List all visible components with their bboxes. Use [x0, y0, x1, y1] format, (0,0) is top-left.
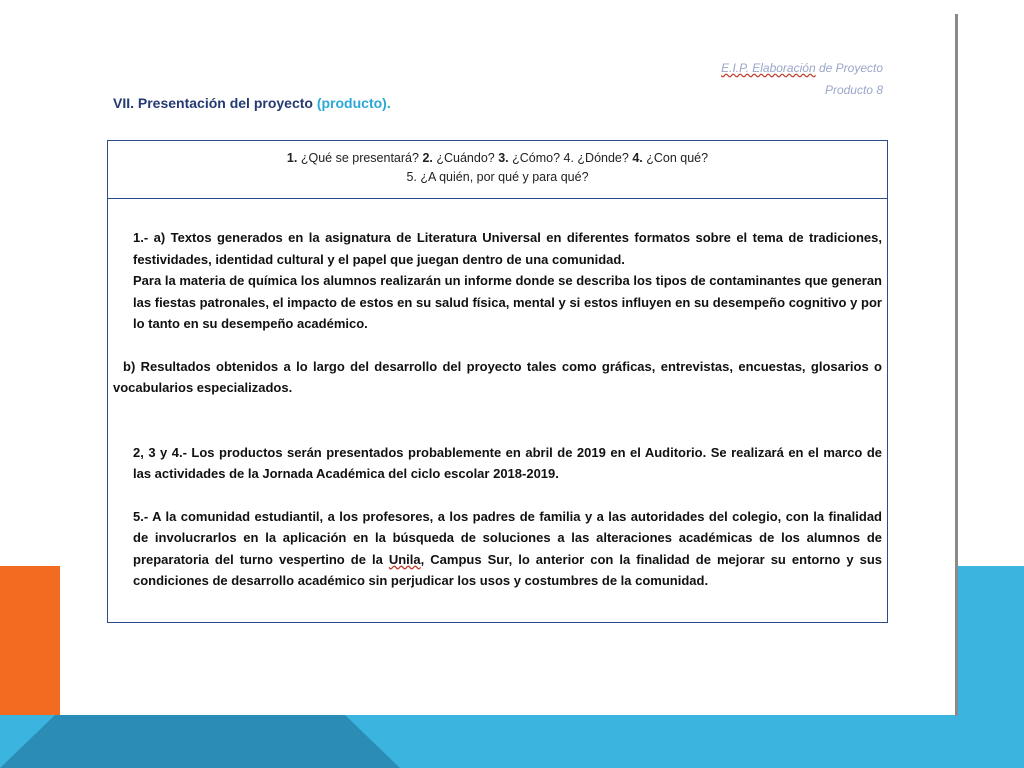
- header-line-1: [721, 57, 883, 79]
- q-num-2: 2.: [422, 151, 433, 165]
- header-link-text: E.I.P. Elaboración: [721, 61, 816, 75]
- header-line-2: Producto 8: [824, 83, 883, 97]
- paragraph-5: [133, 506, 882, 592]
- header-rest-text: de Proyecto: [815, 61, 883, 75]
- page-shadow: [955, 14, 958, 716]
- q-text-2: ¿Cuándo?: [432, 151, 499, 165]
- questions-table: [107, 140, 888, 623]
- q-num-1: 1.: [286, 151, 298, 165]
- section-title-highlight: (producto).: [316, 95, 391, 111]
- q-text-4: ¿Con qué?: [642, 151, 709, 165]
- paragraph-5-part-2: , Campus Sur, lo anterior con la finalidad de mejorar su entorno y sus condiciones de desarrollo académico sin perjudicar los usos y costumbres de la comunidad.: [133, 551, 882, 588]
- paragraph-2-3-4: 2, 3 y 4.- Los productos serán presentados probablemente en abril de 2019 en el Auditorio. Se realizará en el marco de las actividades de la Jornada Académica del ciclo escolar 2018-2019.: [133, 444, 882, 481]
- document-page: [60, 0, 955, 715]
- q-num-3: 3.: [498, 151, 509, 165]
- section-title-main: VII. Presentación del proyecto: [113, 95, 317, 111]
- paragraph-5-part-1: 5.- A la comunidad estudiantil, a los profesores, a los padres de familia y a las autoridades del colegio, con la finalidad de involucrarlos en la aplicación en la búsqueda de soluciones a las alteraciones académicas de los alumnos de preparatoria del turno vespertino de la: [133, 508, 882, 567]
- paragraph-1b: Para la materia de química los alumnos realizarán un informe donde se describa los tipos de contaminantes que generan las fiestas patronales, el impacto de estos en su salud física, mental y si estos influyen en su desempeño cognitivo y por lo tanto en su desempeño académico.: [133, 273, 882, 331]
- page-header: [721, 57, 883, 101]
- table-header: [108, 141, 887, 199]
- decor-dark-blue-shape: [0, 715, 400, 768]
- paragraph-b: b) Resultados obtenidos a lo largo del desarrollo del proyecto tales como gráficas, entrevistas, encuestas, glosarios o vocabularios especializados.: [113, 358, 882, 395]
- table-header-line-1: [108, 149, 887, 168]
- q-text-3: ¿Cómo? 4. ¿Dónde?: [508, 151, 633, 165]
- q-text-1: ¿Qué se presentará?: [297, 151, 423, 165]
- table-body: [108, 199, 887, 592]
- section-title: [113, 95, 391, 111]
- q-num-4: 4.: [632, 151, 643, 165]
- paragraph-1a: 1.- a) Textos generados en la asignatura de Literatura Universal en diferentes formatos sobre el tema de tradiciones, festividades, identidad cultural y el papel que juegan dentro de una comunidad.: [133, 230, 882, 267]
- table-header-line-2: 5. ¿A quién, por qué y para qué?: [406, 170, 589, 184]
- paragraph-5-unila: Unila: [388, 551, 421, 567]
